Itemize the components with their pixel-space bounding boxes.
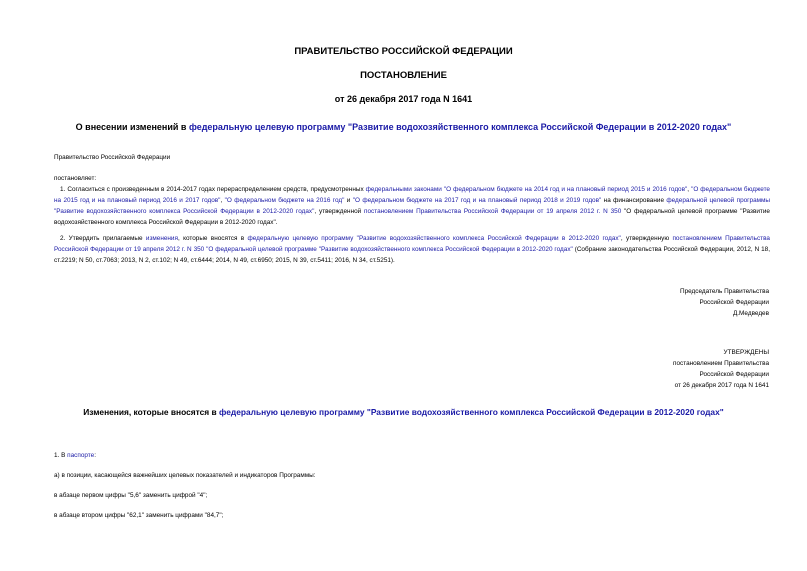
program-link[interactable]: федеральную целевую программу "Развитие водохозяйственного комплекса Российской Федерации в 2012-2020 годах": [247, 235, 621, 242]
document-title: [0, 122, 807, 132]
paragraph-1-text: на финансирование: [601, 197, 667, 204]
signature-block: [680, 286, 769, 319]
approval-country: Российской Федерации: [699, 371, 769, 378]
item-a: а) в позиции, касающейся важнейших целевых показателей и индикаторов Программы:: [54, 472, 316, 479]
document-title-prefix: О внесении изменений в: [75, 122, 189, 132]
document-date-number: от 26 декабря 2017 года N 1641: [334, 94, 473, 104]
signature-country: Российской Федерации: [699, 299, 769, 306]
document-type-heading: ПОСТАНОВЛЕНИЕ: [360, 70, 447, 81]
resolves-text: постановляет:: [54, 175, 97, 182]
changes-title-prefix: Изменения, которые вносятся в: [83, 407, 219, 417]
approval-resolution: постановлением Правительства: [673, 360, 769, 367]
law-2014-link[interactable]: федеральными законами "О федеральном бюджете на 2014 год и на плановый период 2015 и 2016 годов": [365, 186, 688, 193]
item-1: [54, 450, 770, 461]
resolution-350-link[interactable]: постановлением Правительства Российской Федерации от 19 апреля 2012 г. N 350 "О федеральной целевой программе "Развитие водохозяйственного комплекса Российской Федерации в 2012-2020 годах": [54, 235, 770, 253]
paragraph-2-text: (Собрание законодательства Российской Федерации, 2012, N 18, ст.2219; N 50, ст.7063; 2013, N 2, ст.102; N 49, ст.6444; 2014, N 49, ст.6950; 2015, N 39, ст.5411; 2016, N 34, ст.5251).: [54, 246, 770, 264]
passport-link[interactable]: паспорте: [67, 452, 95, 459]
approval-label: УТВЕРЖДЕНЫ: [723, 349, 769, 356]
approval-block: [673, 347, 769, 391]
paragraph-1-text: ,: [687, 186, 692, 193]
paragraph-2-text: , утвержденную: [620, 235, 673, 242]
signature-name: Д.Медведев: [732, 310, 769, 317]
law-2017-link[interactable]: "О федеральном бюджете на 2017 год и на плановый период 2018 и 2019 годов": [352, 197, 602, 204]
paragraph-1-text: , утвержденной: [314, 208, 365, 215]
paragraph-2-text: , которые вносятся в: [177, 235, 248, 242]
paragraph-2: [54, 233, 770, 266]
program-link[interactable]: федеральную целевую программу "Развитие водохозяйственного комплекса Российской Федерации в 2012-2020 годах": [219, 407, 724, 417]
item-1-text: 1. В: [54, 452, 68, 459]
law-2016-link[interactable]: "О федеральном бюджете на 2016 год": [224, 197, 345, 204]
program-link[interactable]: федеральную целевую программу "Развитие водохозяйственного комплекса Российской Федерации в 2012-2020 годах": [188, 122, 732, 132]
item-1-text: :: [94, 452, 96, 459]
changes-link[interactable]: изменения: [145, 235, 178, 242]
changes-title: [0, 407, 807, 417]
signature-position: Председатель Правительства: [680, 288, 769, 295]
resolution-350-link[interactable]: постановлением Правительства Российской Федерации от 19 апреля 2012 г. N 350: [364, 208, 622, 215]
approval-date: от 26 декабря 2017 года N 1641: [674, 382, 769, 389]
government-heading: ПРАВИТЕЛЬСТВО РОССИЙСКОЙ ФЕДЕРАЦИИ: [294, 46, 513, 57]
paragraph-1-text: и: [344, 197, 353, 204]
law-2015-link[interactable]: "О федеральном бюджете на 2015 год и на плановый период 2016 и 2017 годов": [54, 186, 770, 204]
paragraph-1-text: 1. Согласиться с произведенным в 2014-2017 годах перераспределением средств, предусмотренных: [60, 186, 366, 193]
program-link[interactable]: федеральной целевой программы "Развитие водохозяйственного комплекса Российской Федерации в 2012-2020 годах": [54, 197, 770, 215]
paragraph-2-text: 2. Утвердить прилагаемые: [60, 235, 146, 242]
paragraph-1-text: ,: [220, 197, 225, 204]
paragraph-1-text: "О федеральной целевой программе "Развитие водохозяйственного комплекса Российской Федерации в 2012-2020 годах".: [54, 208, 770, 226]
item-a1: в абзаце первом цифры "5,6" заменить цифрой "4";: [54, 492, 208, 499]
issuer-text: Правительство Российской Федерации: [54, 154, 171, 161]
item-a2: в абзаце втором цифры "62,1" заменить цифрами "84,7";: [54, 512, 224, 519]
paragraph-1: [54, 184, 770, 228]
